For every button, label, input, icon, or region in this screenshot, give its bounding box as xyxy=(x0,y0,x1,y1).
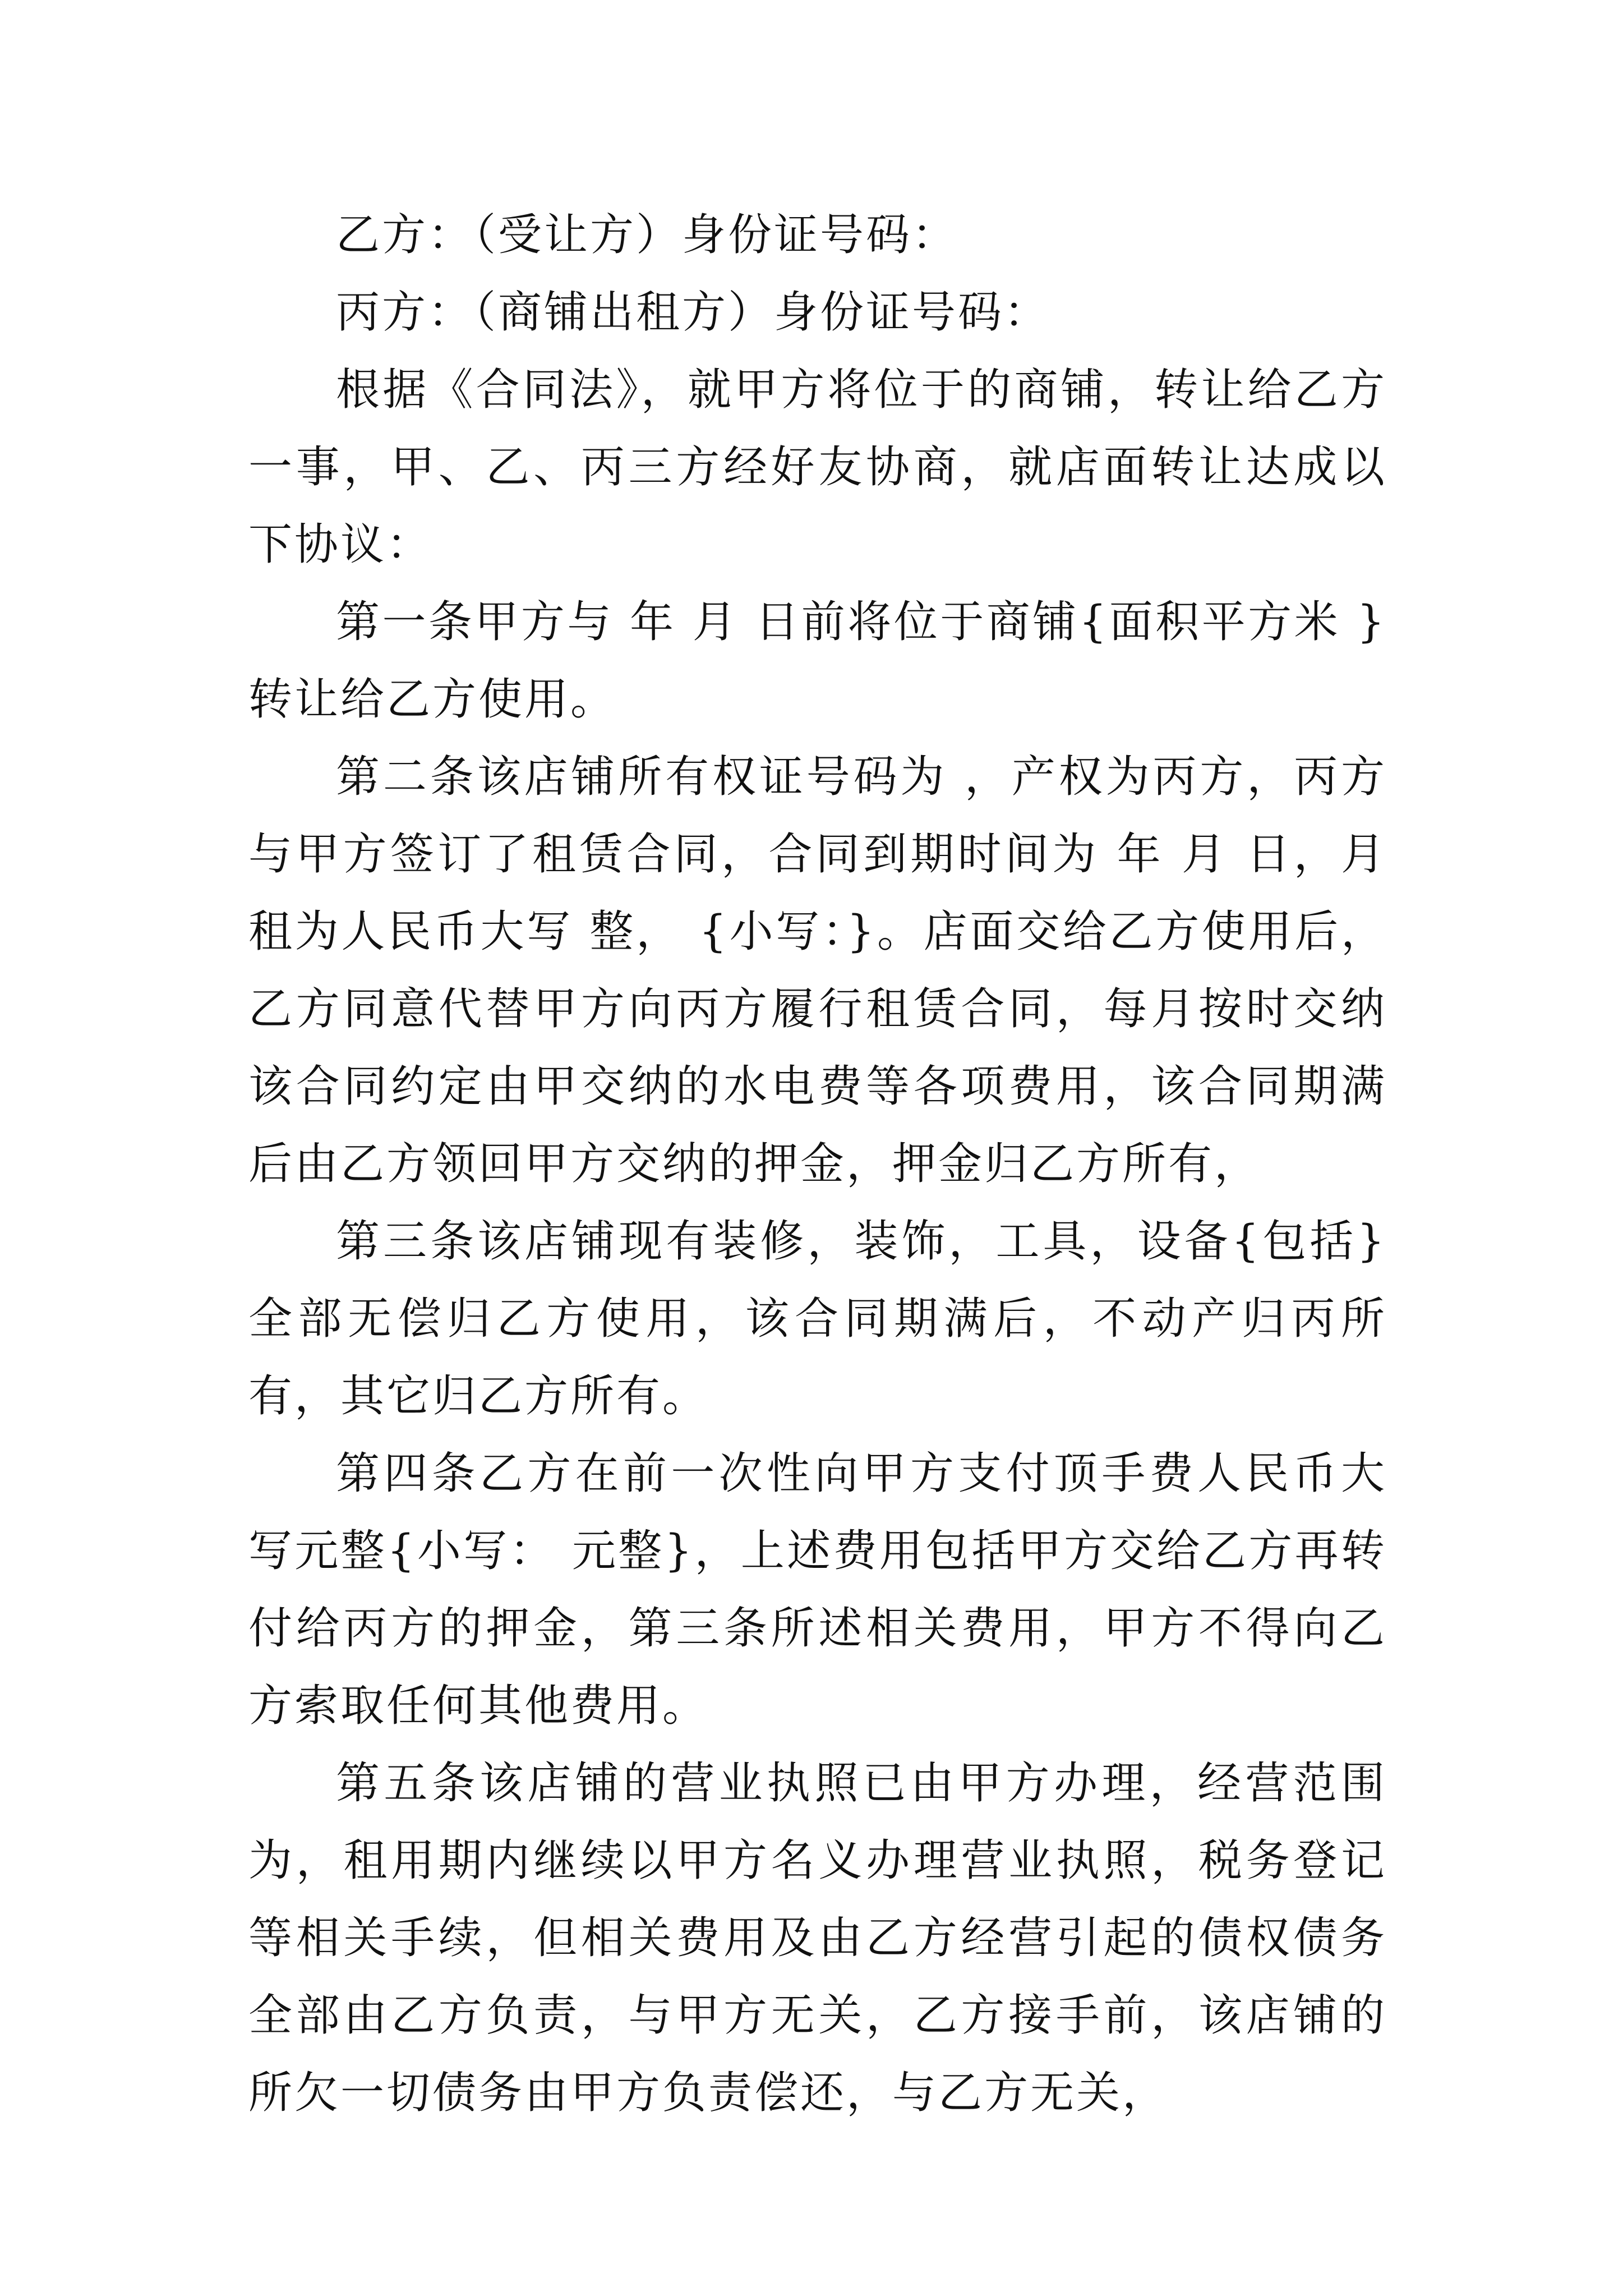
article-2: 第二条该店铺所有权证号码为 ，产权为丙方，丙方与甲方签订了租赁合同，合同到期时间为 年 月 日，月租为人民币大写 整， {小写：}。店面交给乙方使用后，乙方同意代替甲方向丙方履行租赁合同，每月按时交纳该合同约定由甲交纳的水电费等各项费用，该合同期满后由乙方领回甲方交纳的押金，押金归乙方所有， xyxy=(248,752,1387,1189)
article-4: 第四条乙方在前一次性向甲方支付顶手费人民币大写元整{小写： 元整}，上述费用包括甲方交给乙方再转付给丙方的押金，第三条所述相关费用，甲方不得向乙方索取任何其他费用。 xyxy=(248,1448,1387,1731)
article-5: 第五条该店铺的营业执照已由甲方办理，经营范围为，租用期内继续以甲方名义办理营业执照，税务登记等相关手续，但相关费用及由乙方经营引起的债权债务全部由乙方负责，与甲方无关，乙方接手前，该店铺的所欠一切债务由甲方负责偿还，与乙方无关， xyxy=(248,1758,1387,2118)
article-1: 第一条甲方与 年 月 日前将位于商铺{面积平方米 }转让给乙方使用。 xyxy=(248,597,1387,725)
document-body xyxy=(248,196,1387,2132)
article-3: 第三条该店铺现有装修，装饰，工具，设备{包括}全部无偿归乙方使用，该合同期满后，不动产归丙所有，其它归乙方所有。 xyxy=(248,1216,1387,1421)
party-b-line: 乙方：（受让方）身份证号码： xyxy=(336,210,958,260)
party-c-line: 丙方：（商铺出租方）身份证号码： xyxy=(336,287,1050,338)
preamble-paragraph: 根据《合同法》，就甲方将位于的商铺，转让给乙方一事，甲、乙、丙三方经好友协商，就店面转让达成以下协议： xyxy=(248,365,1387,570)
